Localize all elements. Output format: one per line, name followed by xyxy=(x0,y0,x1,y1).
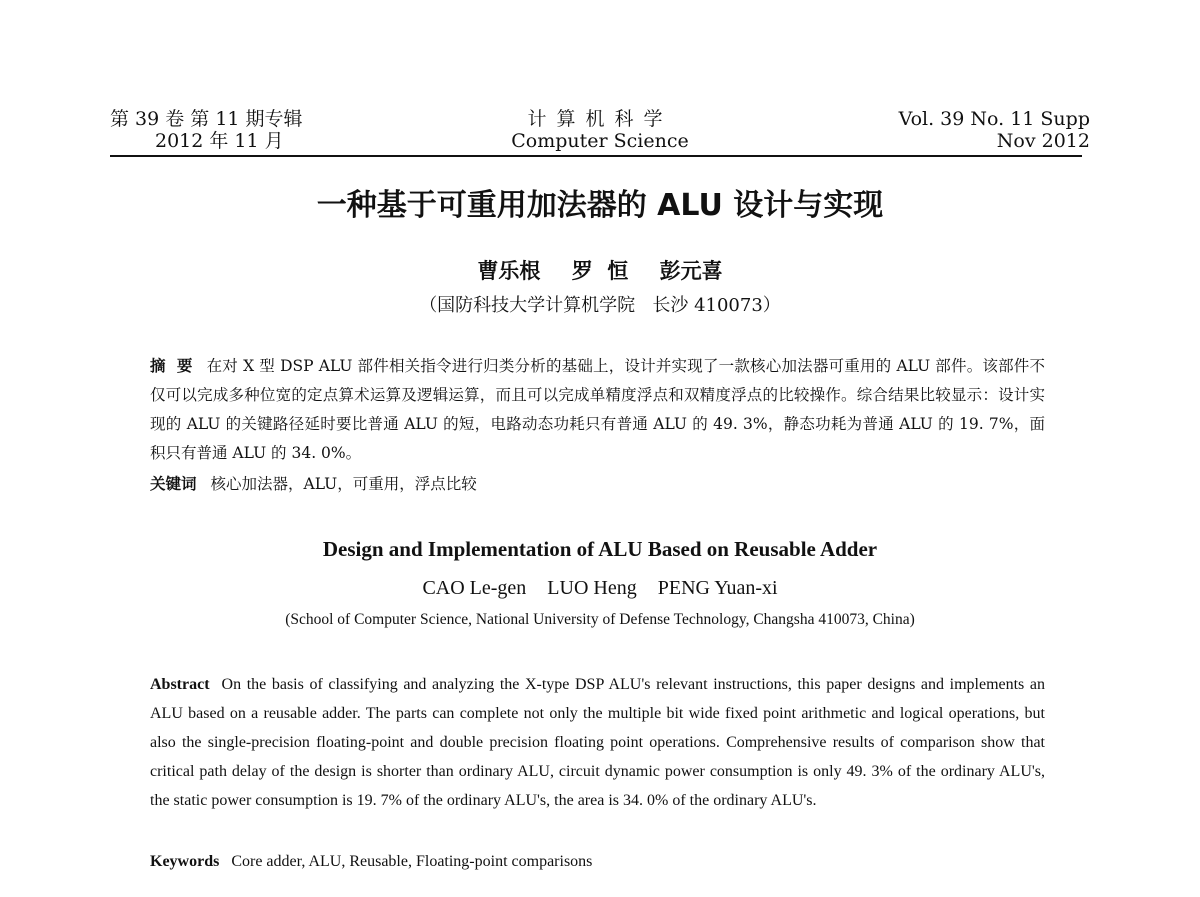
cn-keywords-label: 关键词 xyxy=(150,475,197,493)
en-abstract-label: Abstract xyxy=(150,676,210,693)
cn-abstract xyxy=(150,352,1045,468)
en-author: LUO Heng xyxy=(547,577,637,599)
cn-author: 曹乐根 xyxy=(477,259,541,283)
journal-name-en: Computer Science xyxy=(511,130,689,152)
cn-author: 彭元喜 xyxy=(659,259,723,283)
cn-keywords-text: 核心加法器，ALU，可重用，浮点比较 xyxy=(210,475,477,493)
cn-abstract-label: 摘 要 xyxy=(150,357,193,375)
en-author: CAO Le-gen xyxy=(422,577,527,599)
journal-name-cn: 计算机科学 xyxy=(527,108,673,130)
header-volume-issue: 第 39 卷 第 11 期专辑 xyxy=(110,108,303,130)
cn-keywords xyxy=(150,470,1045,499)
header-volume-en xyxy=(899,108,1090,152)
en-keywords-text: Core adder, ALU, Reusable, Floating-point comparisons xyxy=(231,853,593,870)
header-vol-no: Vol. 39 No. 11 Supp xyxy=(898,108,1090,130)
cn-affiliation: （国防科技大学计算机学院 长沙 410073） xyxy=(419,295,781,316)
en-keywords xyxy=(150,847,1045,876)
en-author: PENG Yuan-xi xyxy=(657,577,778,599)
cn-author: 罗 恒 xyxy=(571,259,629,283)
en-abstract xyxy=(150,670,1045,815)
header-rule xyxy=(110,155,1082,157)
cn-abstract-text: 在对 X 型 DSP ALU 部件相关指令进行归类分析的基础上，设计并实现了一款核心加法器可重用的 ALU 部件。该部件不仅可以完成多种位宽的定点算术运算及逻辑运算，而且可以完成单精度浮点和双精度浮点的比较操作。综合结果比较显示：设计实现的 ALU 的关键路径延时要比普通 ALU 的短，电路动态功耗只有普通 ALU 的 49. 3%，静态功耗为普通 ALU 的 19. 7%，面积只有普通 ALU 的 34. 0%。 xyxy=(150,357,1045,462)
en-keywords-label: Keywords xyxy=(150,853,220,870)
en-paper-title: Design and Implementation of ALU Based on Reusable Adder xyxy=(322,537,878,561)
en-affiliation: (School of Computer Science, National University of Defense Technology, Changsha 410073, China) xyxy=(285,611,915,628)
cn-authors xyxy=(0,255,1200,285)
header-date-en: Nov 2012 xyxy=(996,130,1090,152)
cn-paper-title: 一种基于可重用加法器的 ALU 设计与实现 xyxy=(316,188,884,223)
en-abstract-text: On the basis of classifying and analyzing the X-type DSP ALU's relevant instructions, this paper designs and implements an ALU based on a reusable adder. The parts can complete not only the multiple bit wide fixed point arithmetic and logical operations, but also the single-precision floating-point and double precision floating point operations. Comprehensive results of comparison show that critical path delay of the design is shorter than ordinary ALU, circuit dynamic power consumption is only 49. 3% of the ordinary ALU's, the static power consumption is 19. 7% of the ordinary ALU's, the area is 34. 0% of the ordinary ALU's. xyxy=(150,676,1045,809)
journal-header xyxy=(110,108,1090,158)
en-authors xyxy=(0,577,1200,600)
header-date-cn: 2012 年 11 月 xyxy=(155,130,284,152)
